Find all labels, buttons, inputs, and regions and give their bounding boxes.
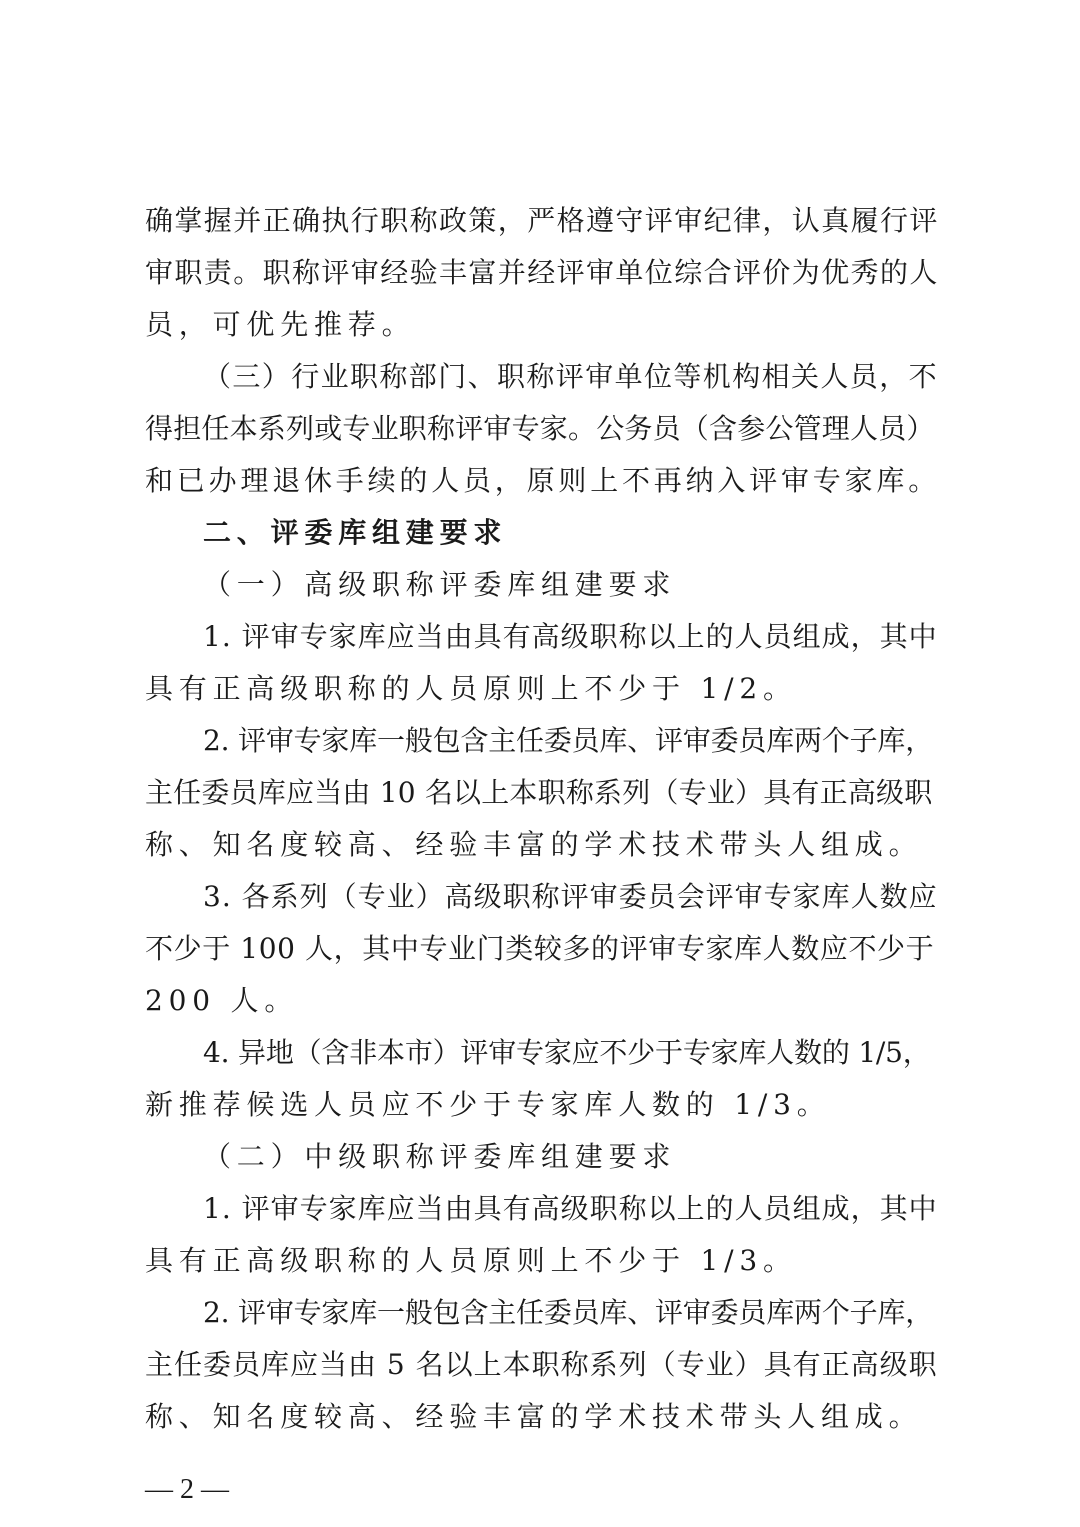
text-line: 主任委员库应当由 10 名以上本职称系列（专业）具有正高级职 [145,776,933,809]
text-line: （三）行业职称部门、职称评审单位等机构相关人员，不 [203,360,939,393]
text-line: 具有正高级职称的人员原则上不少于 1/3。 [145,1244,797,1277]
subsection-heading: （二）中级职称评委库组建要求 [203,1140,677,1173]
text-line: 新推荐候选人员应不少于专家库人数的 1/3。 [145,1088,831,1121]
text-line: 审职责。职称评审经验丰富并经评审单位综合评价为优秀的人 [145,256,939,289]
text-line: 1. 评审专家库应当由具有高级职称以上的人员组成，其中 [203,620,938,653]
text-line: 3. 各系列（专业）高级职称评审委员会评审专家库人数应 [203,880,938,913]
document-body [145,195,940,1443]
text-line: 不少于 100 人，其中专业门类较多的评审专家库人数应不少于 [145,932,935,965]
text-line: 2. 评审专家库一般包含主任委员库、评审委员库两个子库， [203,1296,934,1329]
text-line: 具有正高级职称的人员原则上不少于 1/2。 [145,672,797,705]
text-line: 称、知名度较高、经验丰富的学术技术带头人组成。 [145,1400,923,1433]
text-line: 确掌握并正确执行职称政策，严格遵守评审纪律，认真履行评 [145,204,939,237]
text-line: 4. 异地（含非本市）评审专家应不少于专家库人数的 1/5， [203,1036,931,1069]
section-heading: 二、评委库组建要求 [203,516,508,549]
text-line: 员，可优先推荐。 [145,308,416,341]
text-line: 1. 评审专家库应当由具有高级职称以上的人员组成，其中 [203,1192,938,1225]
text-line: 主任委员库应当由 5 名以上本职称系列（专业）具有正高级职 [145,1348,938,1381]
text-line: 200 人。 [145,984,299,1017]
text-line: 2. 评审专家库一般包含主任委员库、评审委员库两个子库， [203,724,934,757]
subsection-heading: （一）高级职称评委库组建要求 [203,568,677,601]
text-line: 和已办理退休手续的人员，原则上不再纳入评审专家库。 [145,464,941,497]
text-line: 得担任本系列或专业职称评审专家。公务员（含参公管理人员） [145,412,935,445]
page-number: — 2 — [145,1474,229,1505]
text-line: 称、知名度较高、经验丰富的学术技术带头人组成。 [145,828,923,861]
